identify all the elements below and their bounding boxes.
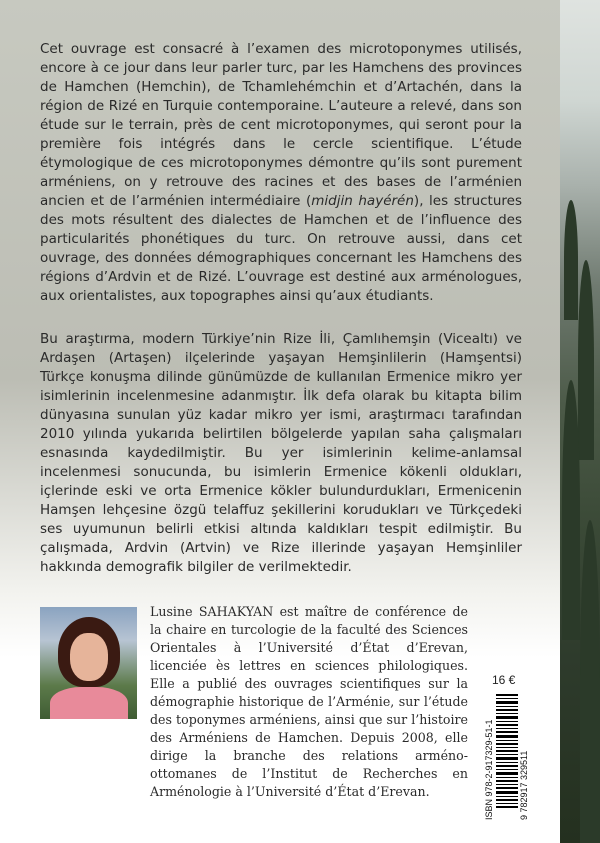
author-bio-text: Lusine SAHAKYAN est maître de conférence de la chaire en turcologie de la faculté des Sciences Orientales à l’Université d’État d’Erevan, licenciée ès lettres en sciences philologiques. Elle a publié des ouvrages scientifiques sur la démographie historique de l’Arménie, sur l’étude des toponymes arméniens, ainsi que sur l’histoire des Arméniens de Hamchen. Depuis 2008, elle dirige la branche des relations arméno-ottomanes de l’Institut de Recherches en Arménologie à l’Université d’État d’Erevan. (150, 604, 468, 799)
french-summary-italic: midjin hayérén (311, 193, 414, 209)
isbn-label: ISBN 978-2-917329-51-1 (484, 719, 494, 820)
turkish-summary-text: Bu araştırma, modern Türkiye’nin Rize İli, Çamlıhemşin (Vicealtı) ve Ardaşen (Artaşen) ilçelerinde yaşayan Hemşinlilerin (Hamşentsi) Türkçe konuşma dilinde günümüzde de kullanılan Ermenice mikro yer isimlerinin incelenmesine adanmıştır. İlk defa olarak bu kitapta bilim dünyasına sunulan yüz kadar mikro yer ismi, araştırmacı tarafından 2010 yılında yukarıda belirtilen bölgelerde yapılan saha çalışmaları esnasında kaydedilmiştir. Bu yer isimlerinin kelime-anlamsal incelenmesi sonucunda, bu isimlerin Ermenice kökenli oldukları, içlerinde eski ve orta Ermenice kökler bulundurdukları, Ermenicenin Hamşen lehçesine özgü telaffuz şekillerini korudukları ve Türkçedeki ses uyumunun belirli etkisi altında kaldıkları tespit edilmiştir. Bu çalışmada, Ardvin (Artvin) ve Rize illerinde yaşayan Hemşinliler hakkında demografik bilgiler de verilmektedir. (40, 331, 522, 575)
author-clothing (50, 687, 128, 719)
author-face (70, 633, 108, 681)
french-summary-text: Cet ouvrage est consacré à l’examen des microtoponymes utilisés, encore à ce jour dans leur parler turc, par les Hamchens des provinces de Hamchen (Hemchin), de Tchamlehémchin et d’Artachén, dans la région de Rizé en Turquie contemporaine. L’auteure a relevé, dans son étude sur le terrain, près de cent microtoponymes, qui seront pour la première fois intégrés dans le cercle scientifique. L’étude étymologique de ces microtoponymes démontre qu’ils sont purement arméniens, on y retrouve des racines et des bases de l’arménien ancien et de l’arménien intermédiaire ( (40, 41, 522, 209)
tree-silhouette (562, 380, 580, 640)
forest-photo-strip (560, 0, 600, 843)
author-photo (40, 607, 137, 719)
turkish-summary (40, 330, 522, 577)
ean-digits: 9 782917 329511 (519, 750, 529, 820)
tree-silhouette (580, 520, 600, 843)
tree-silhouette (578, 260, 594, 460)
price-label: 16 € (492, 673, 516, 687)
barcode-bars (496, 694, 518, 808)
french-summary-text-end: ), les structures des mots résultent des dialectes de Hamchen et de l’influence des particularités phonétiques du turc. On retrouve aussi, dans cet ouvrage, des données démographiques concernant les Hamchens des régions d’Ardvin et de Rizé. L’ouvrage est destiné aux arménologues, aux orientalistes, aux topographes ainsi qu’aux étudiants. (40, 193, 523, 304)
tree-silhouette (564, 200, 578, 320)
french-summary (40, 40, 522, 306)
author-bio (150, 603, 468, 801)
